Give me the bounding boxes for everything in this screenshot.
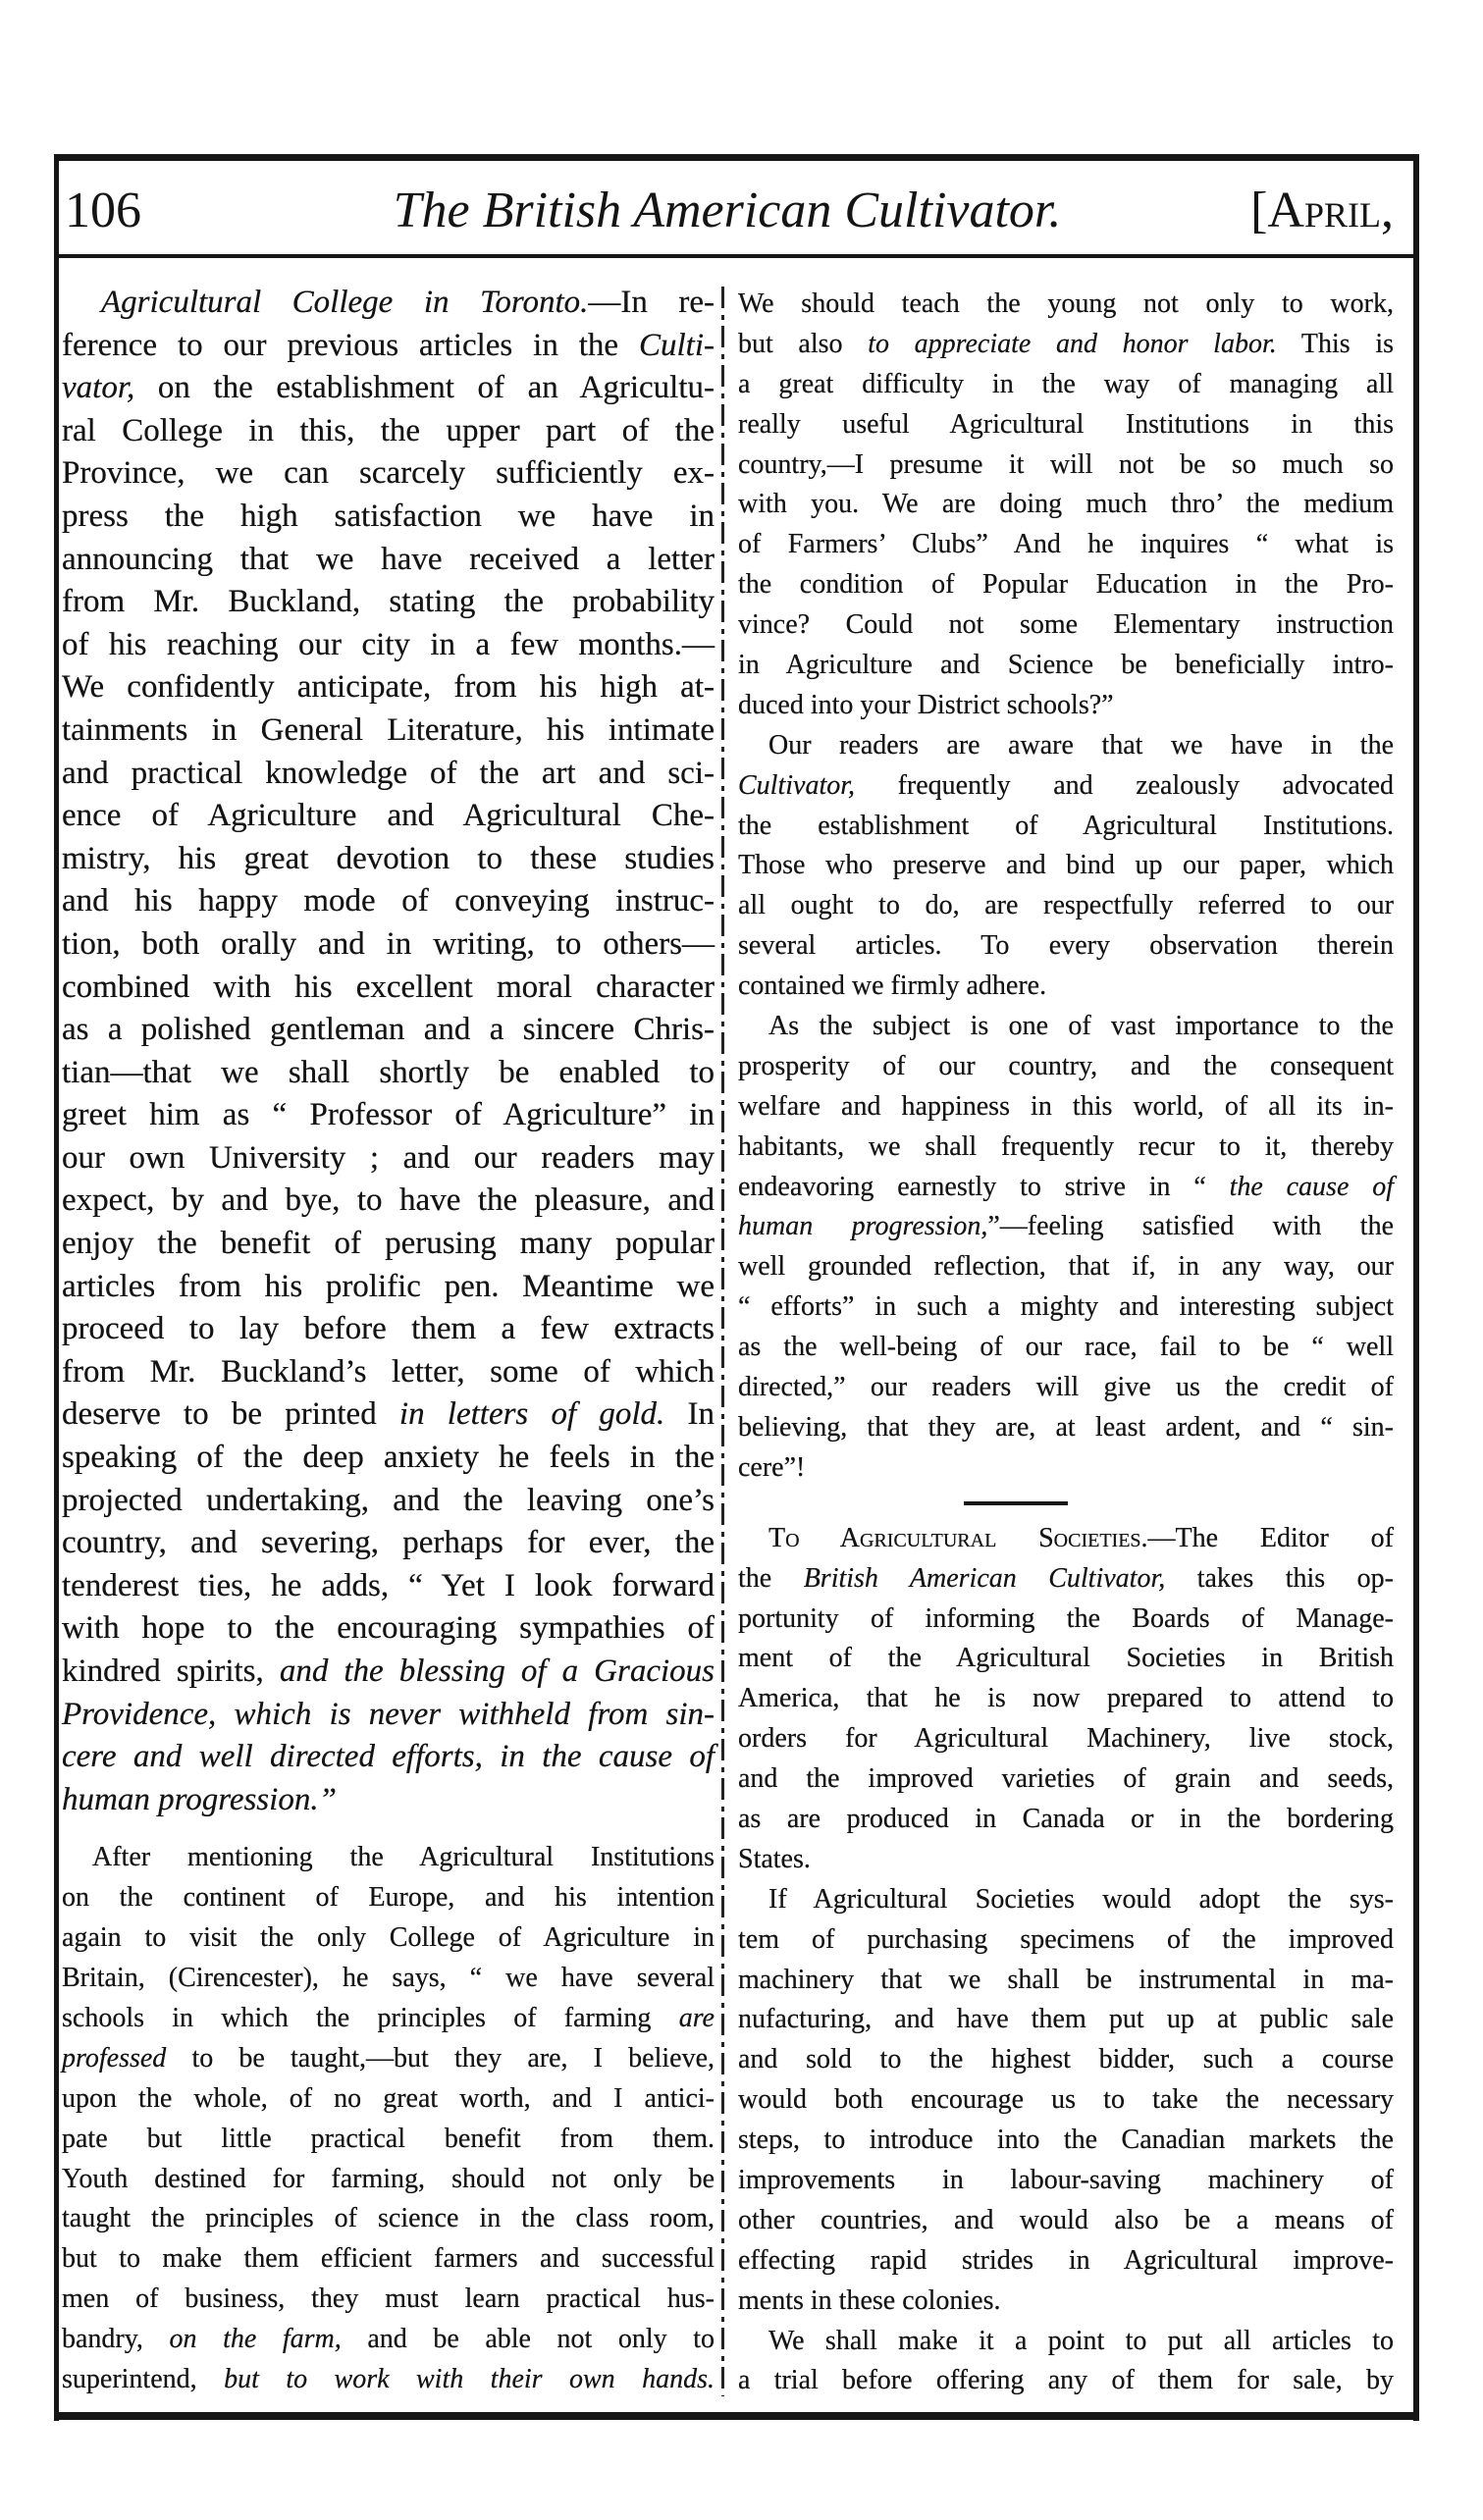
line-text: We confidently anticipate, from his high at- [62,669,715,706]
text-line [738,2040,1394,2080]
text-line [62,2280,715,2320]
text-line [62,1999,715,2039]
line-text: and the improved varieties of grain and seeds, [738,1763,1394,1795]
italic-run: and the blessing of a Gracious [279,1654,715,1689]
text-run: superintend, [62,2363,225,2394]
text-line [738,325,1394,365]
text-line [62,967,715,1010]
text-line [738,1679,1394,1719]
line-text: from Mr. Buckland’s letter, some of which [62,1353,715,1390]
line-text: combined with his excellent moral character [62,969,715,1005]
italic-run: on the farm, [169,2324,342,2355]
text-line [62,1266,715,1309]
text-line [62,1480,715,1523]
text-line [738,2322,1394,2362]
line-text [62,370,715,405]
line-text: We should teach the young not only to work, [738,289,1394,319]
text-line [62,1959,715,1999]
small-caps-heading: To Agricultural Societies. [768,1522,1148,1553]
paragraph [738,1880,1394,2322]
text-line [738,1600,1394,1640]
line-text: Britain, (Cirencester), he says, “ we have several [62,1963,715,1994]
italic-run: human progression.” [62,1781,337,1817]
line-text: vince? Could not some Elementary instruction [738,609,1394,641]
line-text: the condition of Popular Education in the Pro- [738,569,1394,601]
line-text [62,2324,715,2354]
line-text [738,1563,1394,1594]
line-text: with you. We are doing much thro’ the medium [738,489,1394,520]
line-text: “ efforts” in such a mighty and interesting subject [738,1291,1394,1323]
text-line [738,1087,1394,1128]
line-text: machinery that we shall be instrumental in ma- [738,1964,1394,1995]
italic-run: Culti- [638,327,715,363]
italic-run: professed [62,2042,167,2074]
text-line [738,1519,1394,1559]
line-text: welfare and happiness in this world, of all its in- [738,1090,1394,1122]
text-run: on the establishment of an Agricultu- [134,370,715,406]
line-text: mistry, his great devotion to these studies [62,840,715,876]
line-text: ments in these colonies. [738,2284,1001,2316]
line-text: ral College in this, the upper part of the [62,412,715,448]
text-line [62,452,715,496]
line-text: as the well-being of our race, fail to be “ well [738,1332,1394,1363]
text-line [62,838,715,881]
text-line [738,926,1394,967]
line-text: our own University ; and our readers may [62,1139,715,1176]
text-line [738,1007,1394,1047]
text-line [738,1719,1394,1759]
line-text: taught the principles of science in the class room, [62,2203,715,2234]
text-line [738,1448,1394,1489]
line-text [62,1654,715,1689]
text-line [738,2241,1394,2282]
line-text: expect, by and bye, to have the pleasure, and [62,1182,715,1219]
running-title: The British American Cultivator. [393,183,1062,238]
line-text [62,1396,715,1432]
line-text: upon the whole, of no great worth, and I antici- [62,2082,715,2114]
text-run: kindred spirits, [62,1654,280,1689]
column-divider [721,287,724,2396]
line-text: tian—that we shall shortly be enabled to [62,1054,715,1090]
italic-run: but to work with their own hands. [224,2363,715,2394]
text-line [738,1639,1394,1679]
line-text: as are produced in Canada or in the bordering [738,1803,1394,1834]
italic-run: the cause of [1229,1171,1394,1202]
line-text: cere”! [738,1451,806,1483]
line-text: press the high satisfaction we have in [62,498,715,534]
line-text: announcing that we have received a letter [62,541,715,577]
line-text: habitants, we shall frequently recur to it, thereby [738,1130,1394,1162]
article-section [62,282,715,2400]
line-text [738,329,1394,359]
paragraph [738,726,1394,1007]
section-separator [738,1489,1394,1519]
text-run: bandry, [62,2324,170,2355]
text-run: frequently and zealously advocated [855,769,1394,801]
page-border-bottom [54,2412,1419,2420]
right-column [738,285,1394,2401]
paragraph [738,2322,1394,2402]
paragraph [738,285,1394,726]
line-text: America, that he is now prepared to attend to [738,1683,1394,1714]
text-line [62,709,715,753]
text-line [62,1565,715,1608]
text-run: endeavoring earnestly to strive in “ [738,1171,1230,1202]
line-text: States. [738,1843,811,1874]
line-text: ence of Agriculture and Agricultural Che- [62,798,715,834]
line-text: effecting rapid strides in Agricultural improve- [738,2244,1394,2276]
text-line [62,2239,715,2280]
text-line [738,2361,1394,2401]
line-text: Those who preserve and bind up our paper, which [738,850,1394,881]
line-text: several articles. To every observation therein [738,930,1394,962]
text-run: but also [738,328,869,359]
text-run: deserve to be printed [62,1396,399,1433]
line-text: and practical knowledge of the art and sci- [62,755,715,791]
line-text: men of business, they must learn practical hus- [62,2284,715,2315]
text-line [738,1559,1394,1600]
line-text: Province, we can scarcely sufficiently ex- [62,455,715,492]
text-line [738,605,1394,646]
line-text: articles from his prolific pen. Meantime we [62,1268,715,1304]
text-line [738,1961,1394,2001]
line-text [62,328,715,363]
text-line [62,1651,715,1694]
text-line [62,1351,715,1394]
left-column [62,282,715,2400]
text-run: —In re- [588,285,715,320]
text-line [738,2121,1394,2161]
text-run: and be able not only to [341,2324,715,2355]
line-text: orders for Agricultural Machinery, live stock, [738,1723,1394,1755]
line-text: other countries, and would also be a means of [738,2204,1394,2235]
line-text: well grounded reflection, that if, in any way, our [738,1251,1394,1283]
page-border-left [54,154,59,2421]
line-text: Our readers are aware that we have in the [768,729,1394,761]
text-line [738,1047,1394,1087]
line-text: greet him as “ Professor of Agriculture” in [62,1097,715,1133]
line-text [62,2043,715,2074]
paragraph [738,1007,1394,1489]
text-run: —The Editor of [1147,1522,1394,1553]
line-text [738,1211,1394,1241]
line-text: but to make them efficient farmers and successful [62,2243,715,2275]
text-run: ference to our previous articles in the [62,327,639,363]
line-text: improvements in labour-saving machinery of [738,2164,1394,2195]
page-border-top [54,154,1419,161]
text-line [738,2000,1394,2040]
text-line [62,753,715,796]
italic-run: in letters of gold. [398,1396,665,1433]
text-line [62,1694,715,1737]
text-line [62,1607,715,1651]
line-text: from Mr. Buckland, stating the probability [62,584,715,620]
text-line [738,1759,1394,1800]
line-text: country, and severing, perhaps for ever, the [62,1525,715,1561]
page-border-right [1413,154,1419,2421]
line-text: directed,” our readers will give us the credit of [738,1372,1394,1403]
line-text [738,770,1394,801]
text-line [62,2160,715,2200]
text-line [62,1094,715,1137]
text-line [62,1522,715,1565]
line-text: and sold to the highest bidder, such a course [738,2044,1394,2075]
italic-run: vator, [62,370,135,406]
text-line [62,1393,715,1437]
line-text: in Agriculture and Science be beneficially intro- [738,650,1394,681]
text-run: schools in which the principles of farming [62,2002,679,2033]
text-line [62,539,715,582]
text-line [738,2282,1394,2322]
text-line [738,525,1394,565]
text-line [738,2161,1394,2201]
line-text: a trial before offering any of them for sale, by [738,2365,1394,2396]
italic-run: British American Cultivator, [803,1562,1166,1594]
line-text: After mentioning the Agricultural Institutions [92,1842,715,1873]
line-text: again to visit the only College of Agriculture in [62,1922,715,1954]
line-text: As the subject is one of vast importance to the [768,1011,1394,1042]
line-text [62,2364,715,2394]
text-line [62,410,715,453]
line-text [738,1172,1394,1202]
line-text: steps, to introduce into the Canadian markets the [738,2125,1394,2156]
text-line [62,1052,715,1095]
text-line [62,1878,715,1918]
line-text: ment of the Agricultural Societies in British [738,1643,1394,1674]
text-line [62,1180,715,1223]
text-line [62,1223,715,1266]
line-text: portunity of informing the Boards of Manage- [738,1602,1394,1634]
text-line [62,2360,715,2400]
line-text [62,1739,715,1774]
line-text [62,2003,715,2033]
text-line [738,405,1394,446]
text-line [62,923,715,967]
italic-run: are [678,2002,715,2033]
text-line [738,2201,1394,2241]
italic-run: human progression, [738,1211,988,1242]
text-line [62,2199,715,2239]
line-text: prosperity of our country, and the consequent [738,1050,1394,1081]
text-line [738,1840,1394,1880]
section-rule [964,1501,1068,1505]
text-run: In [664,1396,715,1433]
text-line [738,1128,1394,1168]
line-text: duced into your District schools?” [738,689,1114,720]
text-line [738,485,1394,525]
paragraph [62,282,715,1821]
text-line [738,1328,1394,1368]
text-line [62,795,715,838]
text-line [62,2320,715,2360]
italic-run: Providence, which is never withheld from sin- [62,1696,715,1732]
line-text: all ought to do, are respectfully referred to our [738,890,1394,921]
line-text: projected undertaking, and the leaving one’s [62,1482,715,1518]
text-line [62,2039,715,2079]
line-text: tion, both orally and in writing, to others— [62,925,715,962]
text-line [62,2120,715,2160]
line-text: the establishment of Agricultural Institutions. [738,810,1394,841]
line-text: We shall make it a point to put all articles to [768,2325,1394,2356]
line-text [101,285,715,320]
line-text: If Agricultural Societies would adopt the sys- [768,1883,1394,1915]
text-line [738,1920,1394,1961]
italic-run: to appreciate and honor labor. [868,328,1277,359]
issue-month: [April, [1250,183,1394,238]
text-run: This is [1276,328,1394,359]
text-line [738,1368,1394,1408]
text-line [738,807,1394,847]
text-line [62,1009,715,1052]
text-line [62,1838,715,1878]
line-text: nufacturing, and have them put up at public sale [738,2004,1394,2035]
text-line [62,1308,715,1351]
text-line [738,365,1394,405]
line-text: of Farmers’ Clubs” And he inquires “ what is [738,529,1394,560]
text-line [738,646,1394,686]
text-line [738,1287,1394,1328]
line-text: believing, that they are, at least ardent, and “ sin- [738,1411,1394,1443]
line-text: a great difficulty in the way of managing all [738,368,1394,399]
italic-run: cere and well directed efforts, in the cause of [62,1739,715,1775]
text-line [738,1247,1394,1287]
text-line [738,1880,1394,1920]
text-line [62,1137,715,1181]
text-line [738,1800,1394,1840]
line-text: would both encourage us to take the necessary [738,2084,1394,2116]
header-rule [54,254,1419,258]
line-text: as a polished gentleman and a sincere Chris- [62,1012,715,1048]
text-line [62,880,715,923]
text-line [62,2079,715,2120]
line-text: pate but little practical benefit from them. [62,2123,715,2154]
text-line [738,2080,1394,2121]
line-text [62,1782,337,1817]
line-text: enjoy the benefit of perusing many popular [62,1226,715,1262]
line-text: with hope to the encouraging sympathies of [62,1610,715,1647]
line-text: contained we firmly adhere. [738,971,1047,1002]
line-text: proceed to lay before them a few extracts [62,1311,715,1347]
article-section [738,285,1394,1489]
line-text: tenderest ties, he adds, “ Yet I look forward [62,1567,715,1603]
text-line [738,726,1394,766]
text-line [738,565,1394,605]
text-line [738,886,1394,926]
line-text: tem of purchasing specimens of the improved [738,1923,1394,1955]
line-text: and his happy mode of conveying instruc- [62,883,715,919]
text-line [62,1918,715,1959]
line-text: Youth destined for farming, should not only be [62,2163,715,2194]
text-line [62,367,715,410]
text-line [62,282,715,325]
italic-run: Agricultural College in Toronto. [101,285,589,320]
line-text: tainments in General Literature, his intimate [62,711,715,748]
text-run: ”—feeling satisfied with the [987,1211,1395,1242]
line-text [768,1523,1394,1553]
text-line [738,1408,1394,1448]
page-number: 106 [65,183,141,238]
text-line [62,1779,715,1822]
text-line [62,581,715,624]
text-line [62,325,715,368]
text-line [738,285,1394,325]
text-line [62,1736,715,1779]
text-line [62,624,715,667]
text-run: the [738,1562,804,1594]
text-line [738,1168,1394,1208]
line-text: of his reaching our city in a few months.— [62,626,715,662]
text-line [738,967,1394,1007]
text-line [738,766,1394,807]
text-line [62,496,715,539]
paragraph [738,1519,1394,1880]
line-text: on the continent of Europe, and his intention [62,1882,715,1914]
text-run: takes this op- [1165,1562,1394,1594]
text-line [62,1437,715,1480]
text-line [62,666,715,709]
article-section [738,1519,1394,2402]
line-text [62,1697,715,1732]
paragraph [62,1838,715,2399]
text-run: to be taught,—but they are, I believe, [166,2042,715,2074]
text-line [738,446,1394,486]
text-line [738,1207,1394,1247]
line-text: really useful Agricultural Institutions in this [738,408,1394,440]
italic-run: Cultivator, [738,769,856,801]
line-text: country,—I presume it will not be so much so [738,448,1394,480]
text-line [738,846,1394,886]
text-line [738,686,1394,726]
line-text: speaking of the deep anxiety he feels in the [62,1440,715,1476]
